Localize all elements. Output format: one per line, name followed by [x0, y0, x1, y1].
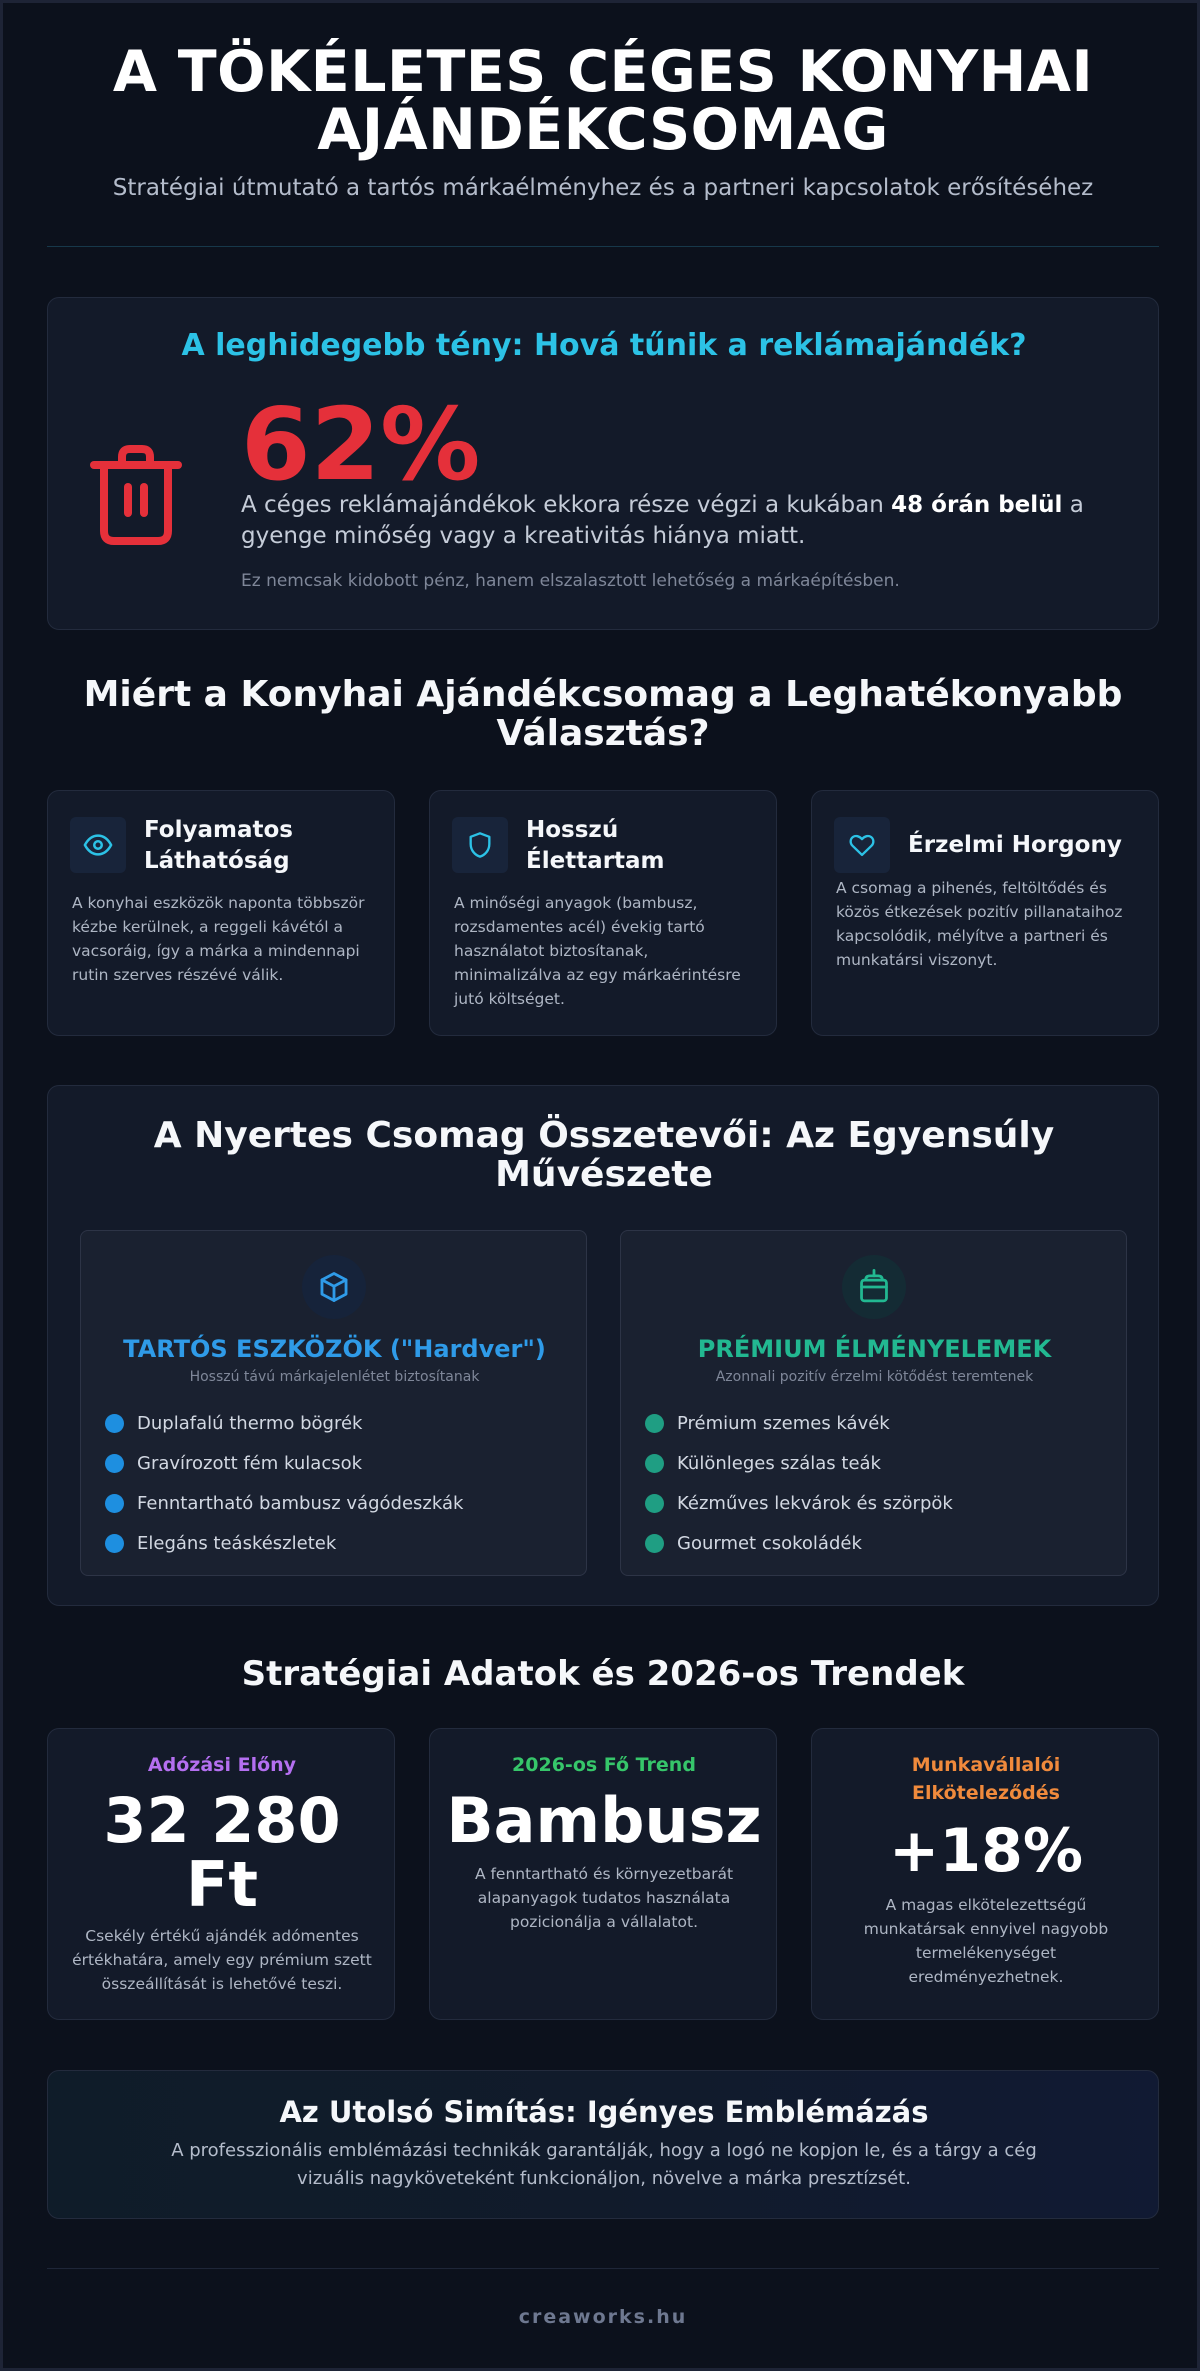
why-card-title [144, 815, 384, 877]
box-icon [302, 1255, 366, 1319]
stat-label-line1: Munkavállalói [911, 1754, 1061, 1776]
why-card-lifetime [429, 790, 777, 1036]
stat-label-line2: Elköteleződés [912, 1782, 1060, 1804]
why-title-line2: Választás? [496, 713, 710, 754]
bullet-dot [645, 1494, 664, 1513]
why-section-title [47, 675, 1159, 753]
stat-description: A fenntartható és környezetbarát alapanyagok tudatos használata pozicionálja a vállalatot. [474, 1865, 734, 1931]
component-list [105, 1403, 463, 1563]
why-card-title-line1: Hosszú [526, 817, 619, 843]
list-item [105, 1403, 463, 1443]
trash-icon [88, 443, 184, 547]
stat-value: +18% [889, 1816, 1083, 1886]
list-item [105, 1483, 463, 1523]
bullet-dot [645, 1414, 664, 1433]
list-item-label: Kézműves lekvárok és szörpök [677, 1492, 953, 1514]
why-card-visibility [47, 790, 395, 1036]
why-card-text: A minőségi anyagok (bambusz, rozsdamentes acél) évekig tartó használatot biztosítanak, minimalizálva az egy márkaérintésre jutó költséget. [454, 894, 741, 1008]
eye-icon [70, 817, 126, 873]
stat-description: Csekély értékű ajándék adómentes értékhatára, amely egy prémium szett összeállítását is lehetővé teszi. [72, 1927, 372, 1993]
component-title: TARTÓS ESZKÖZÖK ("Hardver") [123, 1335, 546, 1363]
list-item [105, 1523, 463, 1563]
list-item-label: Duplafalú thermo bögrék [137, 1412, 363, 1434]
fact-description [241, 490, 1131, 552]
list-item-label: Gravírozott fém kulacsok [137, 1452, 363, 1474]
list-item-label: Elegáns teáskészletek [137, 1532, 337, 1554]
list-item [645, 1523, 953, 1563]
list-item-label: Gourmet csokoládék [677, 1532, 862, 1554]
final-text: A professzionális emblémázási technikák garantálják, hogy a logó ne kopjon le, és a tárgy a cég vizuális nagyköveteként funkcionáljon, növelve a márka presztízsét. [171, 2140, 1037, 2189]
list-item [645, 1443, 953, 1483]
shield-icon [452, 817, 508, 873]
stat-card-tax [47, 1728, 395, 2020]
why-card-title-line2: Élettartam [526, 848, 665, 874]
fact-title: A leghidegebb tény: Hová tűnik a reklámajándék? [181, 328, 1027, 363]
bullet-dot [105, 1534, 124, 1553]
header-divider [47, 246, 1159, 247]
why-card-title-line2: Láthatóság [144, 848, 290, 874]
why-card-text: A konyhai eszközök naponta többször kézbe kerülnek, a reggeli kávétól a vacsoráig, így a márka a mindennapi rutin szerves részévé válik. [72, 894, 365, 984]
fact-desc-part2: a gyenge minőség vagy a kreativitás hiánya miatt. [241, 492, 1084, 549]
page-header [47, 39, 1159, 201]
component-box-hardware [80, 1230, 587, 1576]
why-card-text: A csomag a pihenés, feltöltődés és közös étkezések pozitív pillanataihoz kapcsolódik, mélyítve a partneri és munkatársi viszonyt. [836, 879, 1123, 969]
page-title-line2: AJÁNDÉKCSOMAG [317, 97, 889, 163]
bullet-dot [645, 1454, 664, 1473]
stat-label: Adózási Előny [147, 1754, 297, 1776]
stat-label: 2026-os Fő Trend [512, 1754, 696, 1776]
final-touch-card [47, 2070, 1159, 2219]
stats-section-title: Stratégiai Adatok és 2026-os Trendek [241, 1654, 965, 1694]
component-box-experience [620, 1230, 1127, 1576]
component-subtitle: Azonnali pozitív érzelmi kötődést teremtenek [715, 1369, 1034, 1385]
fact-desc-part1: A céges reklámajándékok ekkora része végzi a kukában [241, 492, 892, 518]
stat-value-line2: Ft [186, 1848, 258, 1921]
list-item [105, 1443, 463, 1483]
why-title-line1: Miért a Konyhai Ajándékcsomag a Leghatékonyabb [83, 674, 1123, 715]
bullet-dot [105, 1414, 124, 1433]
stat-value [48, 1784, 396, 1921]
stat-value-line1: 32 280 [103, 1784, 341, 1857]
bullet-dot [105, 1454, 124, 1473]
component-list [645, 1403, 953, 1563]
components-title-line1: A Nyertes Csomag Összetevői: Az Egyensúly [153, 1115, 1055, 1156]
list-item [645, 1403, 953, 1443]
why-card-title [908, 830, 1148, 861]
bullet-dot [645, 1534, 664, 1553]
stat-card-trend [429, 1728, 777, 2020]
page-subtitle: Stratégiai útmutató a tartós márkaélményhez és a partneri kapcsolatok erősítéséhez [112, 175, 1094, 201]
fact-note: Ez nemcsak kidobott pénz, hanem elszalasztott lehetőség a márkaépítésben. [241, 571, 900, 591]
fact-percentage: 62% [241, 386, 481, 503]
components-panel [47, 1085, 1159, 1606]
components-title-line2: Művészete [495, 1154, 713, 1195]
footer-brand: creaworks.hu [518, 2306, 688, 2328]
footer-divider [47, 2268, 1159, 2269]
component-title: PRÉMIUM ÉLMÉNYELEMEK [697, 1335, 1052, 1363]
why-card-title-line1: Folyamatos [144, 817, 293, 843]
component-subtitle: Hosszú távú márkajelenlétet biztosítanak [189, 1369, 480, 1385]
heart-icon [834, 817, 890, 873]
why-card-title [526, 815, 766, 877]
gift-bag-icon [842, 1255, 906, 1319]
list-item [645, 1483, 953, 1523]
stat-label [812, 1751, 1160, 1807]
stat-card-engagement [811, 1728, 1159, 2020]
page-title [47, 39, 1159, 163]
bullet-dot [105, 1494, 124, 1513]
fact-desc-highlight: 48 órán belül [891, 492, 1063, 518]
stat-value: Bambusz [446, 1784, 762, 1857]
why-card-title-line1: Érzelmi Horgony [908, 832, 1122, 858]
list-item-label: Különleges szálas teák [677, 1452, 881, 1474]
fact-card [47, 297, 1159, 630]
list-item-label: Prémium szemes kávék [677, 1412, 890, 1434]
why-card-emotion [811, 790, 1159, 1036]
stat-description: A magas elkötelezettségű munkatársak ennyivel nagyobb termelékenységet eredményezhetnek. [863, 1896, 1109, 1986]
final-title: Az Utolsó Simítás: Igényes Emblémázás [279, 2095, 929, 2129]
page-title-line1: A TÖKÉLETES CÉGES KONYHAI [112, 39, 1094, 105]
list-item-label: Fenntartható bambusz vágódeszkák [137, 1492, 464, 1514]
components-title [48, 1116, 1160, 1194]
